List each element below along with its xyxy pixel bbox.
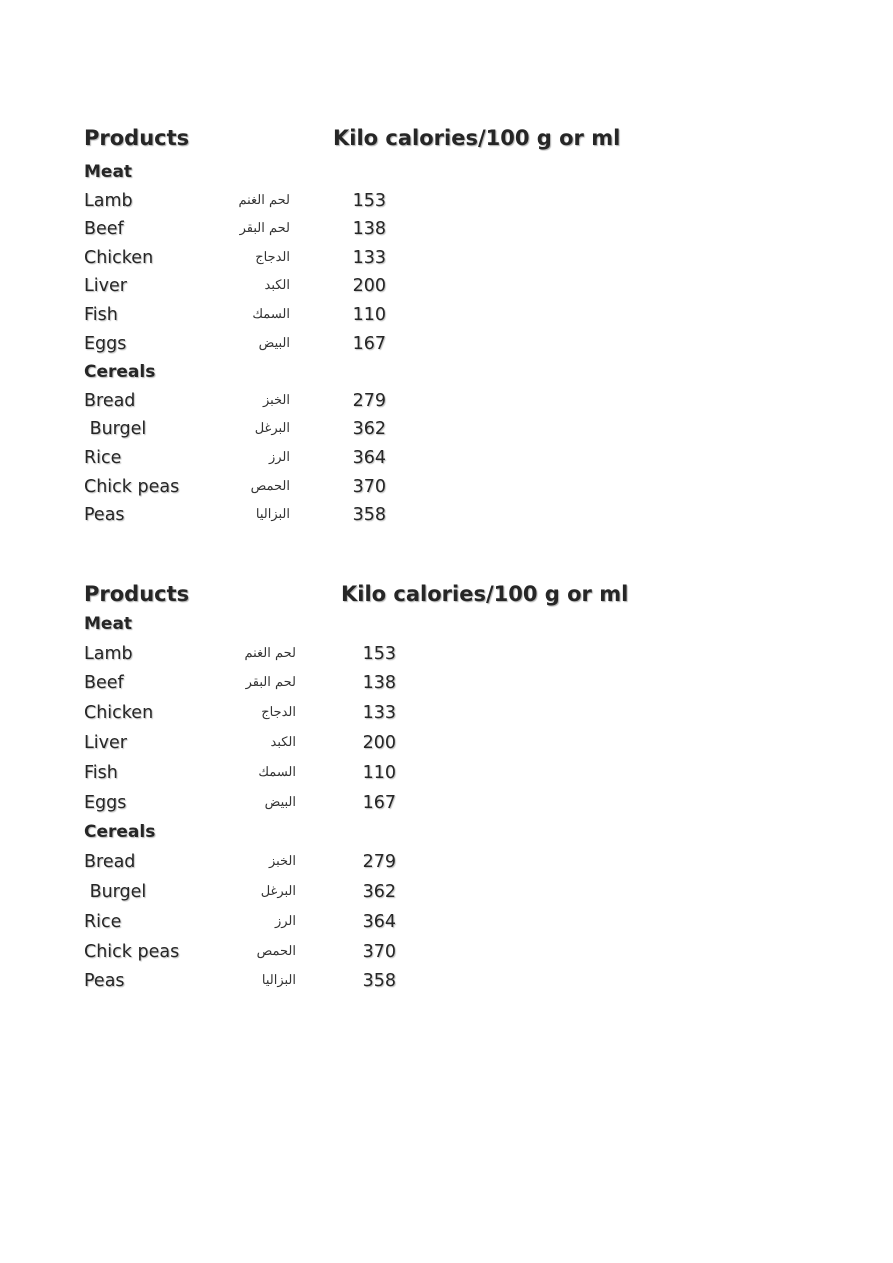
category-label: Meat xyxy=(84,162,133,182)
kcal-value: 364 xyxy=(352,447,386,468)
product-name: Burgel xyxy=(84,881,147,902)
product-name: Rice xyxy=(84,447,122,468)
product-name: Peas xyxy=(84,971,125,992)
product-name: Liver xyxy=(84,276,127,297)
product-name-arabic: الخبز xyxy=(262,392,290,408)
product-name-arabic: لحم الغنم xyxy=(238,192,290,208)
table-row xyxy=(0,938,893,968)
table-row xyxy=(0,215,893,244)
kcal-value: 167 xyxy=(352,333,386,354)
kcal-value: 362 xyxy=(352,419,386,440)
category-label: Cereals xyxy=(84,362,156,383)
table-row xyxy=(0,301,893,330)
product-name-arabic: الخبز xyxy=(268,854,296,870)
product-name: Liver xyxy=(84,732,127,753)
table-row xyxy=(0,387,893,416)
calorie-table-1 xyxy=(0,124,893,530)
table-row xyxy=(0,640,893,670)
product-name: Bread xyxy=(84,852,136,873)
kcal-value: 138 xyxy=(362,673,396,694)
kcal-value: 110 xyxy=(362,762,396,783)
category-label: Meat xyxy=(84,613,133,634)
product-name: Lamb xyxy=(84,190,133,211)
product-name: Chick peas xyxy=(84,476,180,497)
kcal-heading: Kilo calories/100 g or ml xyxy=(333,126,621,150)
table-row xyxy=(0,699,893,729)
kcal-value: 138 xyxy=(352,219,386,240)
product-name-arabic: الحمص xyxy=(256,943,296,959)
table-row xyxy=(0,967,893,997)
table-row xyxy=(0,244,893,273)
table-row xyxy=(0,848,893,878)
product-name-arabic: الدجاج xyxy=(255,249,290,265)
product-name-arabic: الرز xyxy=(268,449,290,465)
product-name-arabic: لحم البقر xyxy=(239,221,290,237)
category-row-cereals xyxy=(0,358,893,387)
product-name-arabic: الدجاج xyxy=(261,705,296,721)
product-name-arabic: البرغل xyxy=(254,421,290,437)
product-name: Chicken xyxy=(84,703,154,724)
product-name-arabic: الحمص xyxy=(250,478,290,494)
table-row xyxy=(0,878,893,908)
kcal-value: 153 xyxy=(362,643,396,664)
product-name-arabic: البيض xyxy=(258,335,290,351)
category-row-cereals xyxy=(0,818,893,848)
product-name: Bread xyxy=(84,390,136,411)
product-name-arabic: الرز xyxy=(274,913,296,929)
product-name: Fish xyxy=(84,762,118,783)
kcal-value: 279 xyxy=(352,390,386,411)
product-name-arabic: السمك xyxy=(258,764,296,780)
kcal-value: 370 xyxy=(362,941,396,962)
table-row xyxy=(0,908,893,938)
table-header xyxy=(0,580,893,610)
product-name: Rice xyxy=(84,911,122,932)
product-name-arabic: البزاليا xyxy=(261,973,296,989)
kcal-value: 200 xyxy=(362,732,396,753)
kcal-value: 358 xyxy=(362,971,396,992)
product-name-arabic: السمك xyxy=(252,306,290,322)
category-row-meat xyxy=(0,610,893,640)
kcal-value: 133 xyxy=(352,247,386,268)
product-name: Chicken xyxy=(84,247,154,268)
table-header xyxy=(0,124,893,158)
product-name-arabic: البيض xyxy=(264,794,296,810)
products-heading: Products xyxy=(84,126,190,150)
product-name: Eggs xyxy=(84,333,127,354)
product-name: Fish xyxy=(84,304,118,325)
product-name-arabic: الكبد xyxy=(264,278,290,294)
table-row xyxy=(0,272,893,301)
product-name-arabic: البزاليا xyxy=(255,507,290,523)
table-row xyxy=(0,187,893,216)
kcal-value: 110 xyxy=(352,304,386,325)
kcal-value: 362 xyxy=(362,881,396,902)
table-row xyxy=(0,789,893,819)
table-row xyxy=(0,669,893,699)
kcal-value: 364 xyxy=(362,911,396,932)
product-name: Eggs xyxy=(84,792,127,813)
table-row xyxy=(0,473,893,502)
kcal-heading: Kilo calories/100 g or ml xyxy=(341,582,629,606)
category-label: Cereals xyxy=(84,822,156,843)
product-name-arabic: لحم البقر xyxy=(245,675,296,691)
product-name-arabic: لحم الغنم xyxy=(244,645,296,661)
product-name-arabic: البرغل xyxy=(260,883,296,899)
product-name: Chick peas xyxy=(84,941,180,962)
category-row-meat xyxy=(0,158,893,187)
product-name-arabic: الكبد xyxy=(270,734,296,750)
table-row xyxy=(0,501,893,530)
product-name: Beef xyxy=(84,673,124,694)
product-name: Beef xyxy=(84,219,124,240)
kcal-value: 167 xyxy=(362,792,396,813)
calorie-table-2 xyxy=(0,580,893,997)
table-row xyxy=(0,759,893,789)
kcal-value: 358 xyxy=(352,505,386,526)
kcal-value: 279 xyxy=(362,852,396,873)
table-row xyxy=(0,444,893,473)
kcal-value: 370 xyxy=(352,476,386,497)
kcal-value: 200 xyxy=(352,276,386,297)
product-name: Lamb xyxy=(84,643,133,664)
table-row xyxy=(0,729,893,759)
products-heading: Products xyxy=(84,582,190,606)
kcal-value: 133 xyxy=(362,703,396,724)
product-name: Peas xyxy=(84,505,125,526)
product-name: Burgel xyxy=(84,419,147,440)
kcal-value: 153 xyxy=(352,190,386,211)
table-row xyxy=(0,330,893,359)
table-row xyxy=(0,415,893,444)
